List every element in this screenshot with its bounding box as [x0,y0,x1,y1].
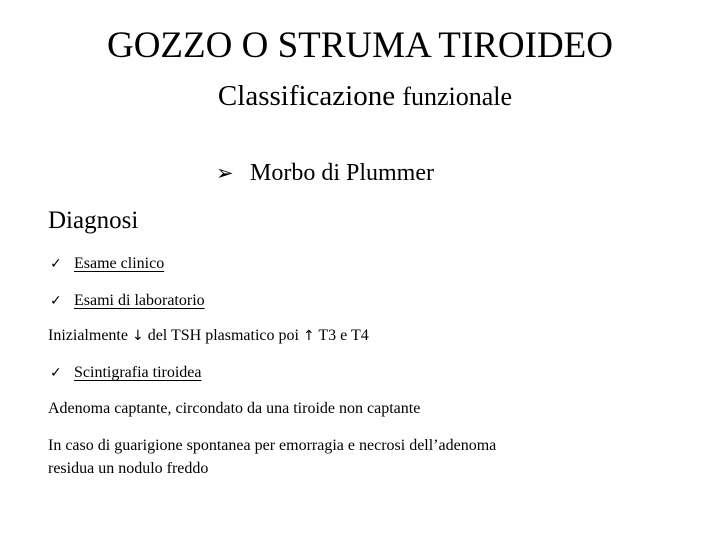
final-line-2: residua un nodulo freddo [48,460,209,477]
page-title: GOZZO O STRUMA TIROIDEO [106,25,613,66]
check-item-label: Esame clinico [74,255,165,272]
final-line-1: In caso di guarigione spontanea per emorragia e necrosi dell’adenoma [48,437,497,454]
tsh-text-1: Inizialmente [48,327,128,344]
arrow-bullet-icon: ➢ [216,161,234,185]
arrow-up-icon: ↑ [302,328,315,344]
checkmark-icon: ✓ [50,293,62,309]
checkmark-icon: ✓ [50,256,62,272]
section-heading: Diagnosi [48,207,139,234]
checkmark-icon: ✓ [50,365,62,381]
main-bullet-text: Morbo di Plummer [250,160,434,186]
check-item-scintigraphy [50,361,202,385]
check-item-lab [50,289,205,313]
tsh-line [48,324,369,348]
subtitle-part-1: Classificazione [217,80,396,112]
adenoma-line: Adenoma captante, circondato da una tiroide non captante [48,400,421,417]
tsh-text-3: T3 e T4 [318,327,369,344]
final-paragraph [48,434,688,480]
main-bullet [216,156,434,190]
check-item-label: Scintigrafia tiroidea [74,364,202,381]
check-item-exam [50,252,164,276]
check-item-label: Esami di laboratorio [74,292,205,309]
page-subtitle [0,76,720,117]
arrow-down-icon: ↓ [131,328,144,344]
tsh-text-2: del TSH plasmatico poi [147,327,299,344]
subtitle-part-2: funzionale [402,82,513,111]
